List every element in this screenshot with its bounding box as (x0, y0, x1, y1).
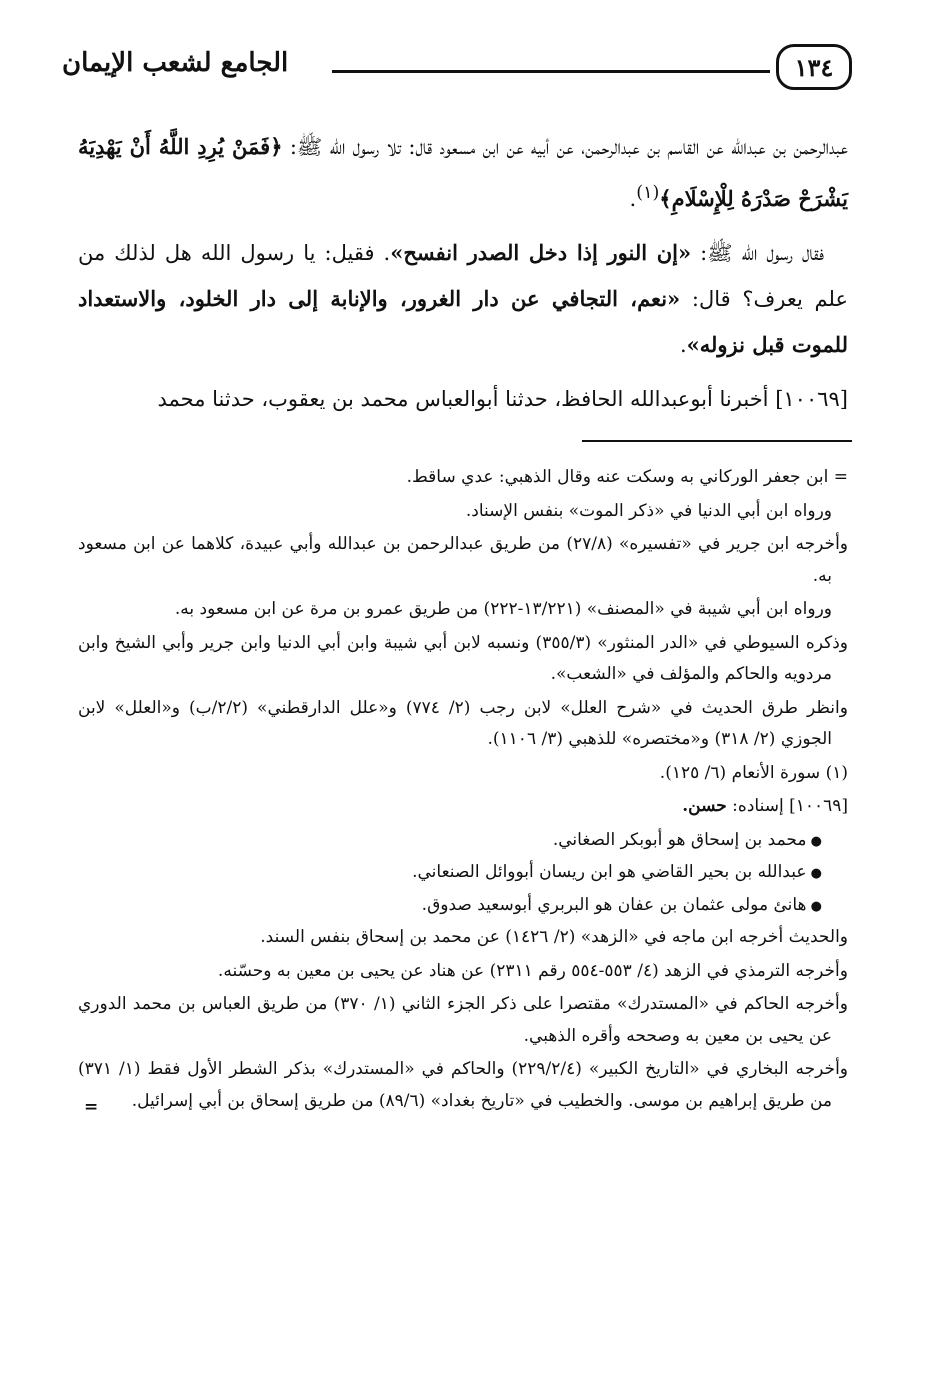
note-8 (78, 791, 848, 823)
paragraph-2-end: . (679, 333, 687, 357)
hadith-quote-1: «إن النور إذا دخل الصدر انفسح» (390, 240, 692, 265)
hadith-quote-2: «نعم، التجافي عن دار الغرور، والإنابة إلى دار الخلود، والاستعداد للموت قبل نزوله» (78, 286, 848, 357)
book-title: الجامع لشعب الإيمان (62, 48, 289, 78)
note-11: وأخرجه الحاكم في «المستدرك» مقتصرا على ذكر الجزء الثاني (١/ ٣٧٠) من طريق العباس بن محمد الدوري عن يحيى بن معين به وصححه وأقره الذهبي. (78, 994, 848, 1046)
narrator-list (78, 825, 848, 923)
footnote-ref-1: (١) (636, 183, 660, 203)
paragraph-1-end: . (629, 187, 637, 211)
footnote-separator (582, 440, 852, 442)
note-7: (١) سورة الأنعام (٦/ ١٢٥). (659, 762, 848, 783)
list-item: ● هانئ مولى عثمان بن عفان هو البربري أبوسعيد صدوق. (78, 890, 822, 923)
paragraph-2 (78, 230, 848, 368)
list-item: ● محمد بن إسحاق هو أبوبكر الصغاني. (78, 825, 822, 858)
paragraph-2-text-a: فقال رسول الله ﷺ: (691, 241, 824, 265)
note-2: ورواه ابن أبي الدنيا في «ذكر الموت» بنفس الإسناد. (465, 500, 832, 521)
quran-verse: ﴿فَمَنْ يُرِدِ اللَّهُ أَنْ يَهْدِيَهُ يَشْرَحْ صَدْرَهُ لِلْإِسْلَامِ﴾ (78, 134, 848, 211)
page-number: ١٣٤ (776, 44, 852, 90)
paragraph-2-text-c: . فقيل: يا رسول الله هل لذلك من علم يعرف؟ قال: (78, 241, 848, 311)
header-rule (332, 70, 770, 73)
list-item: ● عبدالله بن بحير القاضي هو ابن ريسان أبووائل الصنعاني. (78, 857, 822, 890)
main-text (78, 124, 848, 430)
note-8-label: [١٠٠٦٩] إسناده: (726, 796, 848, 816)
note-9: والحديث أخرجه ابن ماجه في «الزهد» (٢/ ١٤٢٦) عن محمد بن إسحاق بنفس السند. (260, 927, 848, 947)
note-4: ورواه ابن أبي شيبة في «المصنف» (١٣/٢٢١-٢٢٢) من طريق عمرو بن مرة عن ابن مسعود به. (174, 599, 832, 619)
paragraph-1-text: عبدالرحمن بن عبدالله عن القاسم بن عبدالرحمن، عن أبيه عن ابن مسعود قال: تلا رسول الله ﷺ: (282, 135, 848, 159)
note-1: = ابن جعفر الوركاني به وسكت عنه وقال الذهبي: عدي ساقط. (406, 467, 848, 487)
note-10: وأخرجه الترمذي في الزهد (٤/ ٥٥٣-٥٥٤ رقم ٢٣١١) عن هناد عن يحيى بن معين به وحسّنه. (217, 960, 848, 981)
footnotes (78, 462, 848, 1119)
note-12: وأخرجه البخاري في «التاريخ الكبير» (٢٢٩/٢/٤) والحاكم في «المستدرك» بذكر الشطر الأول فقط (١/ ٣٧١) من طريق إبراهيم بن موسى. والخطيب في «تاريخ بغداد» (٨٩/٦) من طريق إسحاق بن أبي إسرائيل. (78, 1059, 849, 1111)
continuation-mark: = (84, 1096, 99, 1117)
paragraph-1 (78, 124, 848, 222)
paragraph-3: [١٠٠٦٩] أخبرنا أبوعبدالله الحافظ، حدثنا أبوالعباس محمد بن يعقوب، حدثنا محمد (157, 387, 848, 411)
note-3: وأخرجه ابن جرير في «تفسيره» (٢٧/٨) من طريق عبدالرحمن بن عبدالله وأبي عبيدة، كلاهما عن ابن مسعود به. (78, 534, 848, 586)
note-5: وذكره السيوطي في «الدر المنثور» (٣٥٥/٣) ونسبه لابن أبي شيبة وابن أبي الدنيا وابن جرير وأبي الشيخ وابن مردويه والحاكم والمؤلف في «الشعب». (78, 632, 849, 684)
note-6: وانظر طرق الحديث في «شرح العلل» لابن رجب (٢/ ٧٧٤) و«علل الدارقطني» (٢/٢/ب) و«العلل» لابن الجوزي (٢/ ٣١٨) و«مختصره» للذهبي (٣/ ١١٠٦). (78, 697, 848, 749)
note-8-grade: حسن. (682, 796, 727, 816)
page-header (62, 36, 852, 100)
